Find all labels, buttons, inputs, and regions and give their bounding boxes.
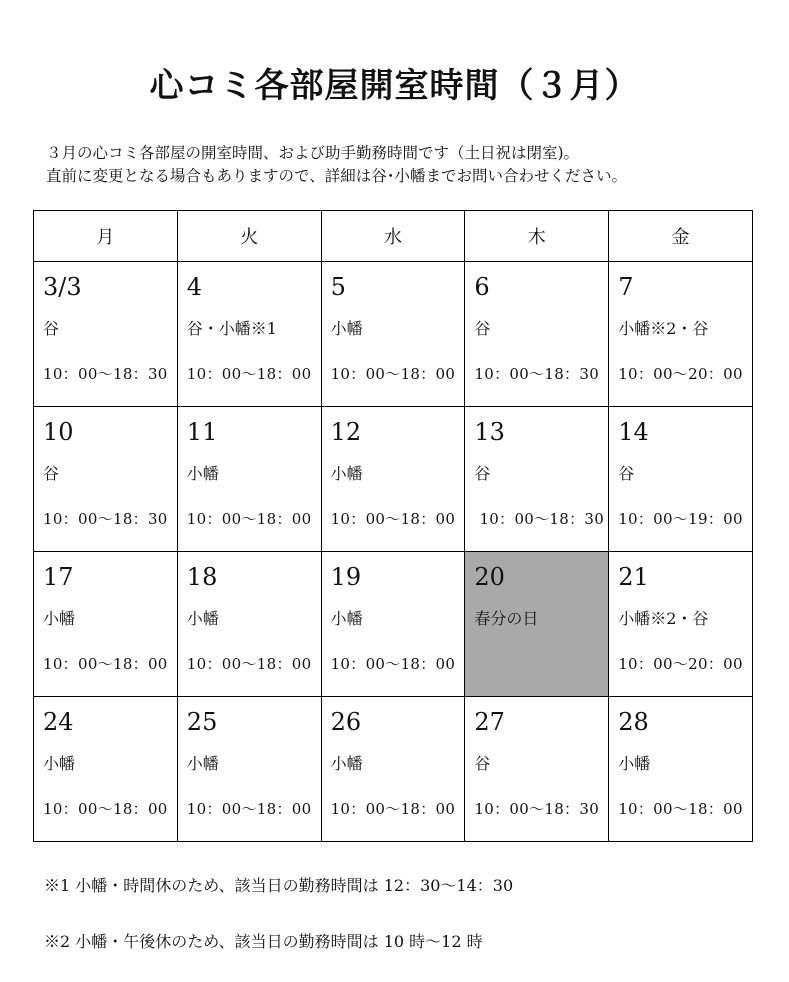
day-cell bbox=[321, 407, 465, 552]
open-hours: 10：00～18：30 bbox=[43, 510, 168, 528]
day-number: 13 bbox=[474, 418, 505, 446]
day-cell bbox=[321, 552, 465, 697]
open-hours bbox=[474, 653, 608, 675]
day-number: 21 bbox=[618, 563, 649, 591]
day-number: 20 bbox=[474, 563, 505, 591]
open-hours: 10：00～18：30 bbox=[474, 800, 600, 818]
day-number: 25 bbox=[186, 708, 218, 736]
intro-text bbox=[46, 142, 627, 188]
day-cell bbox=[609, 697, 753, 842]
schedule-calendar bbox=[33, 210, 753, 842]
weekday-header-row bbox=[34, 211, 753, 262]
day-cell bbox=[177, 407, 321, 552]
day-cell bbox=[609, 262, 753, 407]
day-cell bbox=[465, 407, 609, 552]
day-cell bbox=[34, 697, 178, 842]
staff-name: 小幡 bbox=[618, 754, 651, 773]
open-hours: 10：00～20：00 bbox=[618, 365, 743, 383]
staff-name: 小幡 bbox=[330, 609, 363, 628]
day-number: 4 bbox=[186, 273, 203, 301]
day-cell bbox=[465, 262, 609, 407]
open-hours: 10：00～18：30 bbox=[43, 365, 168, 383]
staff-name: 小幡 bbox=[43, 754, 76, 773]
day-number: 12 bbox=[330, 418, 362, 446]
day-number: 5 bbox=[330, 273, 346, 301]
open-hours: 10：00～18：00 bbox=[618, 800, 743, 818]
open-hours: 10：00～19：00 bbox=[618, 510, 743, 528]
open-hours: 10：00～18：00 bbox=[186, 510, 312, 528]
day-cell bbox=[177, 697, 321, 842]
staff-name: 谷 bbox=[43, 319, 60, 338]
open-hours: 10：00～18：00 bbox=[330, 365, 456, 383]
staff-name: 小幡 bbox=[330, 319, 363, 338]
open-hours: 10：00～18：30 bbox=[474, 510, 605, 528]
weekday-header-thu: 木 bbox=[465, 211, 609, 262]
day-number: 7 bbox=[618, 273, 634, 301]
staff-name: 谷 bbox=[474, 464, 491, 483]
staff-name: 小幡 bbox=[330, 754, 363, 773]
weekday-header-fri: 金 bbox=[609, 211, 753, 262]
footnotes bbox=[44, 874, 513, 954]
day-cell bbox=[321, 697, 465, 842]
day-cell bbox=[465, 697, 609, 842]
open-hours: 10：00～18：00 bbox=[186, 655, 312, 673]
open-hours: 10：00～18：00 bbox=[186, 365, 312, 383]
staff-name: 谷 bbox=[43, 464, 60, 483]
day-number: 18 bbox=[186, 563, 218, 591]
week-row bbox=[34, 697, 753, 842]
day-number: 14 bbox=[618, 418, 649, 446]
day-cell bbox=[609, 552, 753, 697]
open-hours: 10：00～18：00 bbox=[330, 655, 456, 673]
open-hours: 10：00～18：00 bbox=[43, 655, 168, 673]
day-number: 28 bbox=[618, 708, 649, 736]
staff-name: 小幡 bbox=[186, 609, 219, 628]
footnote-1: ※1 小幡・時間休のため、該当日の勤務時間は 12：30～14：30 bbox=[44, 876, 514, 895]
day-cell bbox=[177, 262, 321, 407]
week-row bbox=[34, 407, 753, 552]
staff-name: 谷 bbox=[618, 464, 635, 483]
staff-name: 小幡 bbox=[43, 609, 76, 628]
staff-name: 小幡※2・谷 bbox=[618, 319, 709, 338]
open-hours: 10：00～18：30 bbox=[474, 365, 600, 383]
open-hours: 10：00～18：00 bbox=[43, 800, 168, 818]
open-hours: 10：00～18：00 bbox=[330, 800, 456, 818]
weekday-header-tue: 火 bbox=[177, 211, 321, 262]
weekday-header-wed: 水 bbox=[321, 211, 465, 262]
day-number: 24 bbox=[43, 708, 74, 736]
day-number: 10 bbox=[43, 418, 74, 446]
day-number: 6 bbox=[474, 273, 490, 301]
open-hours: 10：00～18：00 bbox=[330, 510, 456, 528]
footnote-2: ※2 小幡・午後休のため、該当日の勤務時間は 10 時～12 時 bbox=[44, 932, 483, 951]
day-number: 17 bbox=[43, 563, 74, 591]
open-hours: 10：00～20：00 bbox=[618, 655, 743, 673]
page-title: 心コミ各部屋開室時間（３月） bbox=[149, 66, 640, 106]
holiday-cell bbox=[465, 552, 609, 697]
day-number: 3/3 bbox=[43, 273, 82, 301]
day-cell bbox=[34, 407, 178, 552]
staff-name: 谷 bbox=[474, 319, 491, 338]
staff-name: 小幡 bbox=[330, 464, 363, 483]
day-cell bbox=[34, 262, 178, 407]
day-number: 27 bbox=[474, 708, 505, 736]
staff-name: 小幡 bbox=[186, 754, 219, 773]
day-number: 19 bbox=[330, 563, 362, 591]
holiday-name: 春分の日 bbox=[474, 609, 539, 628]
open-hours: 10：00～18：00 bbox=[186, 800, 312, 818]
staff-name: 谷 bbox=[474, 754, 491, 773]
day-cell bbox=[321, 262, 465, 407]
staff-name: 谷・小幡※1 bbox=[186, 319, 277, 338]
week-row bbox=[34, 262, 753, 407]
intro-line: ３月の心コミ各部屋の開室時間、および助手勤務時間です（土日祝は閉室)。 bbox=[46, 144, 580, 162]
day-number: 26 bbox=[330, 708, 362, 736]
day-number: 11 bbox=[186, 418, 218, 446]
day-cell bbox=[177, 552, 321, 697]
staff-name: 小幡※2・谷 bbox=[618, 609, 709, 628]
day-cell bbox=[609, 407, 753, 552]
intro-line: 直前に変更となる場合もありますので、詳細は谷･小幡までお問い合わせください。 bbox=[46, 167, 627, 185]
day-cell bbox=[34, 552, 178, 697]
week-row bbox=[34, 552, 753, 697]
weekday-header-mon: 月 bbox=[34, 211, 178, 262]
staff-name: 小幡 bbox=[186, 464, 219, 483]
